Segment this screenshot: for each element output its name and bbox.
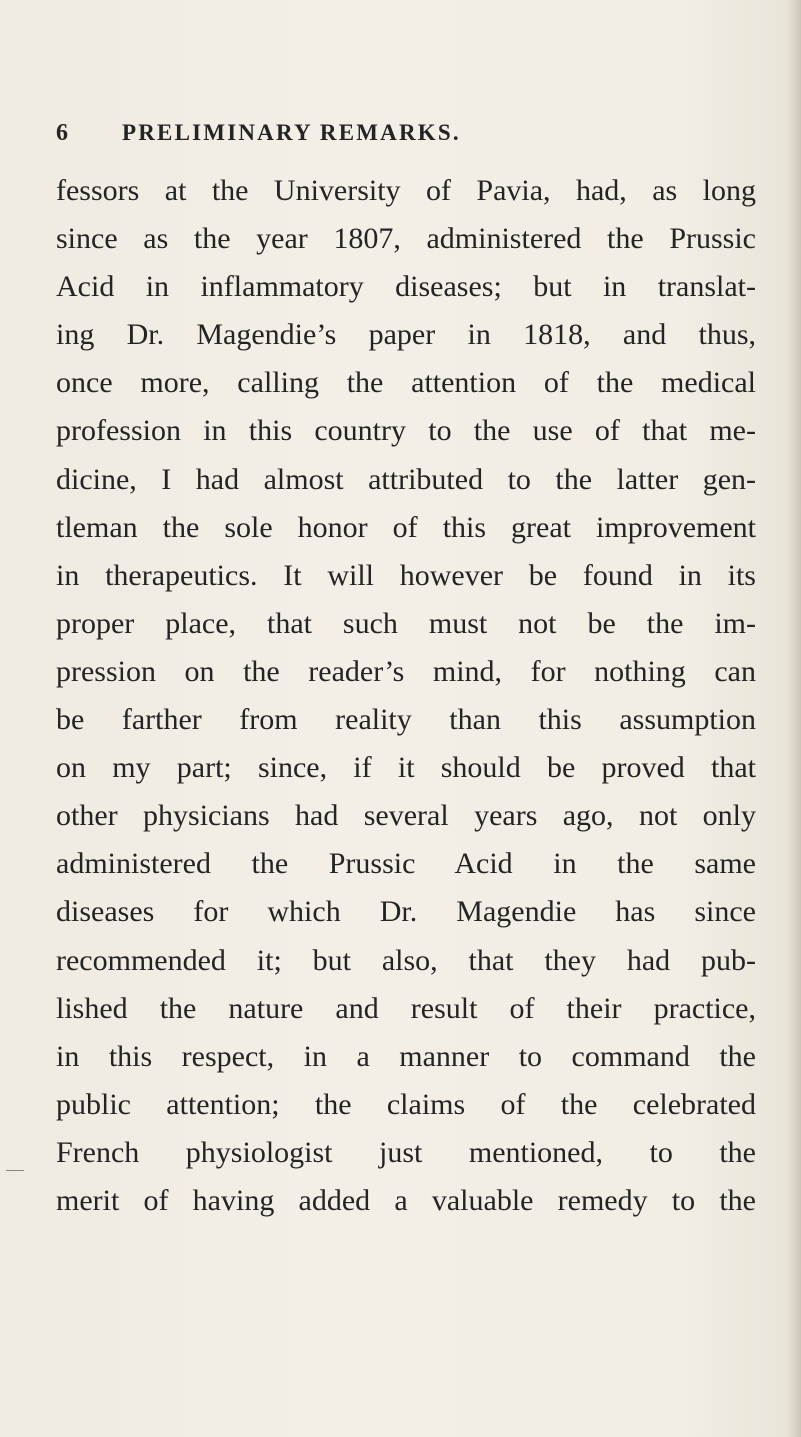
text-line: administered the Prussic Acid in the same [56,847,756,881]
text-line: in therapeutics. It will however be found in its [56,558,756,592]
running-head-title: PRELIMINARY REMARKS. [122,120,461,145]
text-line: merit of having added a valuable remedy to the [56,1183,756,1217]
text-line: profession in this country to the use of that me- [56,414,756,448]
text-line: since as the year 1807, administered the Prussic [56,222,756,256]
text-line: once more, calling the attention of the medical [56,366,756,400]
text-line: Acid in inflammatory diseases; but in translat- [56,270,756,304]
text-line: fessors at the University of Pavia, had, as long [56,174,756,207]
text-line: recommended it; but also, that they had pub- [56,943,756,977]
text-line: proper place, that such must not be the im- [56,606,756,640]
margin-mark [6,1170,24,1171]
text-line: diseases for which Dr. Magendie has since [56,895,756,929]
text-line: pression on the reader’s mind, for nothing can [56,654,756,688]
text-line: be farther from reality than this assumption [56,703,756,737]
text-line: lished the nature and result of their practice, [56,991,756,1025]
running-head [56,120,656,160]
text-line: dicine, I had almost attributed to the latter gen- [56,462,756,496]
text-line: tleman the sole honor of this great improvement [56,510,756,544]
text-line: ing Dr. Magendie’s paper in 1818, and thus, [56,318,756,352]
text-line: in this respect, in a manner to command the [56,1039,756,1073]
text-line: French physiologist just mentioned, to the [56,1135,756,1169]
text-line: public attention; the claims of the celebrated [56,1087,756,1121]
page-number: 6 [56,120,69,146]
body-text [56,167,756,1225]
text-line: other physicians had several years ago, not only [56,799,756,833]
text-line: on my part; since, if it should be proved that [56,751,756,785]
page-edge-shadow [787,0,801,1437]
